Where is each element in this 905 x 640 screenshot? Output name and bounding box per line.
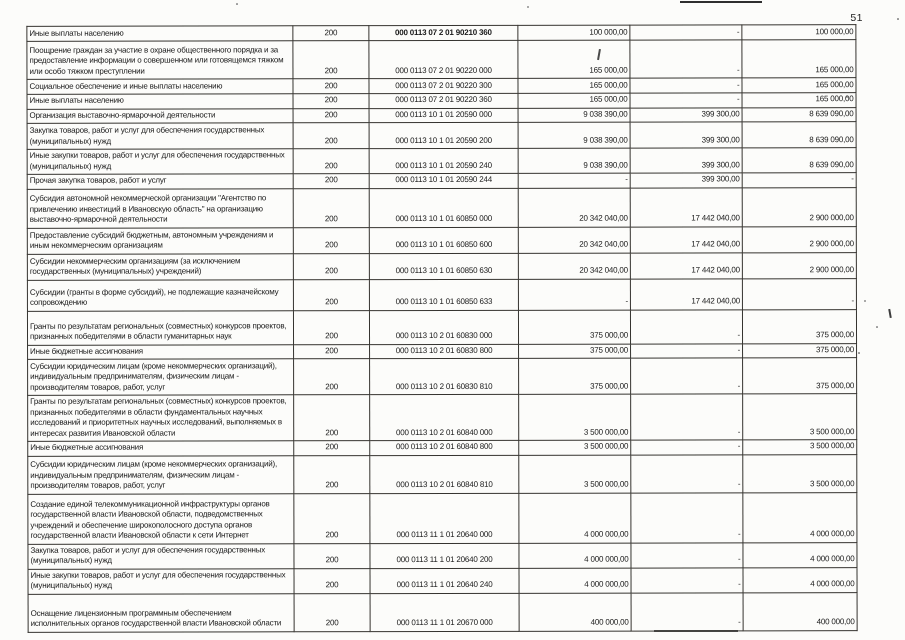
row-bcc-code: 000 0113 07 2 01 90210 360	[369, 25, 518, 40]
row-amount-total: 20 342 040,00	[518, 188, 630, 227]
row-amount-federal: 399 300,00	[630, 173, 742, 188]
budget-table-container	[26, 24, 858, 632]
row-expense-type-code: 200	[293, 94, 369, 109]
row-name: Гранты по результатам региональных (совместных) конкурсов проектов, признанных победителями в области фундаментальных научных исследований и приоритетных научных исследований, выполняемых в интересах развития Ивановской области	[28, 395, 294, 442]
row-amount-total: 100 000,00	[518, 25, 630, 40]
row-amount-total: 3 500 000,00	[519, 440, 631, 455]
row-expense-type-code: 200	[294, 568, 370, 593]
row-expense-type-code: 200	[293, 41, 369, 79]
row-expense-type-code: 200	[293, 26, 369, 41]
row-name: Субсидии некоммерческим организациям (за исключением государственных (муниципальных) учреждений)	[27, 253, 293, 280]
row-amount-regional: 375 000,00	[742, 309, 856, 343]
row-expense-type-code: 200	[293, 310, 369, 344]
table-row	[27, 226, 856, 254]
row-name: Оснащение лицензионным программным обеспечением исполнительных органов государственной власти Ивановской области	[28, 593, 294, 632]
row-amount-total: 375 000,00	[519, 358, 631, 394]
row-name: Иные бюджетные ассигнования	[28, 441, 294, 456]
row-amount-federal: -	[631, 492, 743, 542]
row-amount-total: 375 000,00	[519, 344, 631, 359]
row-bcc-code: 000 0113 10 1 01 20590 244	[369, 173, 518, 188]
row-amount-federal: -	[631, 542, 743, 567]
scan-speck	[897, 18, 899, 20]
row-expense-type-code: 200	[294, 344, 370, 359]
row-amount-federal: -	[631, 567, 743, 592]
table-row	[28, 454, 857, 494]
row-name: Иные выплаты населению	[27, 26, 293, 42]
row-name: Прочая закупка товаров, работ и услуг	[27, 174, 293, 189]
row-name: Гранты по результатам региональных (совместных) конкурсов проектов, признанных победителями в области гуманитарных наук	[27, 310, 293, 345]
row-name: Поощрение граждан за участие в охране общественного порядка и за предоставление информации о совершенном или готовящемся тяжком или особо тяжком преступлении	[27, 41, 293, 80]
row-bcc-code: 000 0113 07 2 01 90220 360	[369, 93, 518, 108]
row-amount-federal: -	[630, 40, 742, 78]
table-row	[28, 394, 857, 442]
row-amount-federal: 17 442 040,00	[630, 252, 742, 278]
row-expense-type-code: 200	[293, 188, 369, 227]
row-name: Закупка товаров, работ и услуг для обеспечения государственных (муниципальных) нужд	[28, 543, 294, 569]
row-bcc-code: 000 0113 07 2 01 90220 300	[369, 78, 518, 93]
table-row	[27, 187, 856, 228]
row-amount-regional: 375 000,00	[743, 358, 857, 394]
row-bcc-code: 000 0113 10 2 01 60840 810	[370, 455, 519, 493]
row-bcc-code: 000 0113 10 1 01 60850 600	[369, 227, 518, 253]
row-name: Субсидия автономной некоммерческой организации "Агентство по привлечению инвестиций в Ивановскую область" на организацию выставочно-ярмарочной деятельности	[27, 188, 293, 228]
scan-speck	[864, 300, 866, 302]
row-name: Иные бюджетные ассигнования	[28, 344, 294, 359]
row-expense-type-code: 200	[293, 108, 369, 123]
row-amount-federal: -	[631, 592, 743, 630]
row-amount-federal: -	[631, 394, 743, 440]
row-expense-type-code: 200	[294, 455, 370, 493]
row-amount-total: 9 038 390,00	[518, 148, 630, 173]
row-amount-regional: 8 639 090,00	[742, 122, 856, 148]
row-amount-federal: -	[630, 309, 742, 343]
row-amount-regional: 2 900 000,00	[742, 187, 856, 226]
row-amount-federal: 399 300,00	[630, 122, 742, 148]
row-bcc-code: 000 0113 10 1 01 20590 200	[369, 122, 518, 148]
table-row	[27, 122, 856, 150]
table-row	[28, 492, 857, 544]
row-amount-total: 3 500 000,00	[519, 394, 631, 440]
row-amount-regional: -	[742, 278, 856, 309]
row-amount-total: 400 000,00	[519, 593, 631, 631]
row-expense-type-code: 200	[293, 227, 369, 253]
row-amount-regional: 165 000,00	[742, 40, 856, 78]
row-expense-type-code: 200	[293, 79, 369, 94]
row-amount-total: 20 342 040,00	[518, 227, 630, 253]
row-name: Создание единой телекоммуникационной инфраструктуры органов государственной власти Ивановской области, подведомственных учреждений и обеспечение широкополосного доступа органов государственной власти Ивановской области к сети Интернет	[28, 493, 294, 544]
table-row	[27, 78, 856, 95]
row-amount-federal: -	[630, 93, 742, 108]
row-amount-federal: 399 300,00	[630, 107, 742, 122]
row-amount-total: 20 342 040,00	[518, 253, 630, 279]
row-name: Субсидии юридическим лицам (кроме некоммерческих организаций), индивидуальным предпринимателям, физическим лицам - производителям товаров, работ, услуг	[28, 359, 294, 396]
row-bcc-code: 000 0113 10 2 01 60840 800	[370, 440, 519, 455]
row-bcc-code: 000 0113 10 1 01 60850 000	[369, 188, 518, 227]
budget-table	[26, 24, 857, 632]
row-amount-regional: 3 500 000,00	[743, 394, 857, 440]
row-name: Иные выплаты населению	[27, 94, 293, 109]
row-amount-regional: 2 900 000,00	[742, 226, 856, 252]
table-row	[27, 25, 856, 42]
row-name: Предоставление субсидий бюджетным, автономным учреждениям и иным некоммерческим организациям	[27, 227, 293, 254]
row-bcc-code: 000 0113 10 1 01 60850 633	[369, 279, 518, 310]
row-amount-total: -	[518, 173, 630, 188]
table-row	[28, 567, 857, 594]
row-amount-total: 9 038 390,00	[518, 108, 630, 123]
row-amount-regional: 3 500 000,00	[743, 440, 857, 455]
row-amount-regional: 3 500 000,00	[743, 454, 857, 492]
row-bcc-code: 000 0113 10 1 01 60850 630	[369, 253, 518, 279]
row-bcc-code: 000 0113 11 1 01 20670 000	[370, 593, 519, 631]
row-amount-regional: -	[742, 173, 856, 188]
row-expense-type-code: 200	[293, 174, 369, 189]
scan-artifact-top-line	[680, 1, 762, 3]
table-row	[27, 252, 856, 280]
row-amount-total: 375 000,00	[518, 310, 630, 344]
row-name: Социальное обеспечение и иные выплаты населению	[27, 79, 293, 95]
row-amount-federal: -	[631, 440, 743, 455]
row-expense-type-code: 200	[294, 395, 370, 441]
row-expense-type-code: 200	[293, 123, 369, 149]
row-bcc-code: 000 0113 10 2 01 60840 000	[370, 394, 519, 440]
row-amount-regional: 165 000,00	[742, 78, 856, 93]
scan-speck	[236, 3, 238, 5]
row-name: Иные закупки товаров, работ и услуг для обеспечения государственных (муниципальных) нужд	[28, 568, 294, 594]
table-row	[27, 309, 856, 345]
row-amount-federal: 17 442 040,00	[630, 226, 742, 252]
row-amount-federal: -	[631, 343, 743, 358]
row-bcc-code: 000 0113 10 1 01 20590 240	[369, 148, 518, 173]
table-row	[28, 358, 857, 396]
row-amount-regional: 400 000,00	[743, 592, 857, 630]
row-amount-regional: 4 000 000,00	[743, 492, 857, 542]
row-expense-type-code: 200	[294, 543, 370, 568]
row-name: Иные закупки товаров, работ и услуг для обеспечения государственных (муниципальных) нужд	[27, 149, 293, 175]
table-row	[27, 148, 856, 175]
table-row	[28, 542, 857, 569]
table-row	[28, 592, 857, 632]
row-name: Организация выставочно-ярмарочной деятельности	[27, 108, 293, 123]
row-amount-federal: -	[631, 454, 743, 492]
row-amount-regional: 4 000 000,00	[743, 567, 857, 592]
row-bcc-code: 000 0113 11 1 01 20640 000	[370, 493, 519, 543]
row-expense-type-code: 200	[294, 493, 370, 543]
row-amount-total: 3 500 000,00	[519, 455, 631, 493]
row-amount-total: 165 000,00	[518, 40, 630, 78]
row-amount-regional: 375 000,00	[743, 343, 857, 358]
row-amount-federal: -	[630, 78, 742, 93]
row-amount-total: 165 000,00	[518, 93, 630, 108]
row-name: Закупка товаров, работ и услуг для обеспечения государственных (муниципальных) нужд	[27, 123, 293, 150]
row-amount-regional: 100 000,00	[742, 25, 856, 40]
row-expense-type-code: 200	[293, 149, 369, 174]
scan-speck	[858, 352, 860, 354]
scan-speck	[527, 6, 529, 8]
row-expense-type-code: 200	[294, 593, 370, 631]
row-amount-regional: 165 000,00	[742, 93, 856, 108]
row-amount-regional: 2 900 000,00	[742, 252, 856, 278]
row-expense-type-code: 200	[294, 441, 370, 456]
row-name: Субсидии юридическим лицам (кроме некоммерческих организаций), индивидуальным предпринимателям, физическим лицам - производителям товаров, работ, услуг	[28, 455, 294, 494]
row-amount-federal: 17 442 040,00	[630, 278, 742, 309]
budget-table-body	[27, 25, 857, 632]
row-expense-type-code: 200	[294, 359, 370, 395]
row-bcc-code: 000 0113 10 2 01 60830 800	[370, 344, 519, 359]
row-expense-type-code: 200	[293, 253, 369, 279]
row-amount-federal: -	[630, 25, 742, 40]
table-row	[27, 40, 856, 80]
page-number: 51	[850, 12, 863, 24]
scan-artifact-margin-mark	[888, 309, 891, 318]
row-bcc-code: 000 0113 07 2 01 90220 000	[369, 40, 518, 78]
row-amount-total: 165 000,00	[518, 78, 630, 93]
row-amount-total: -	[518, 279, 630, 310]
table-row	[27, 278, 856, 311]
row-amount-federal: 17 442 040,00	[630, 187, 742, 226]
row-amount-regional: 4 000 000,00	[743, 542, 857, 567]
row-bcc-code: 000 0113 10 2 01 60830 000	[369, 310, 518, 344]
row-expense-type-code: 200	[293, 279, 369, 310]
row-amount-total: 4 000 000,00	[519, 543, 631, 568]
row-amount-total: 4 000 000,00	[519, 493, 631, 543]
row-bcc-code: 000 0113 10 1 01 20590 000	[369, 108, 518, 123]
scan-speck	[876, 326, 878, 328]
row-amount-federal: 399 300,00	[630, 148, 742, 173]
row-bcc-code: 000 0113 11 1 01 20640 200	[370, 543, 519, 568]
row-amount-total: 9 038 390,00	[518, 122, 630, 148]
row-bcc-code: 000 0113 10 2 01 60830 810	[370, 358, 519, 394]
row-amount-regional: 8 639 090,00	[742, 148, 856, 173]
row-amount-total: 4 000 000,00	[519, 568, 631, 593]
row-name: Субсидии (гранты в форме субсидий), не подлежащие казначейскому сопровождению	[27, 279, 293, 311]
row-bcc-code: 000 0113 11 1 01 20640 240	[370, 568, 519, 593]
row-amount-regional: 8 639 090,00	[742, 107, 856, 122]
row-amount-federal: -	[631, 358, 743, 394]
